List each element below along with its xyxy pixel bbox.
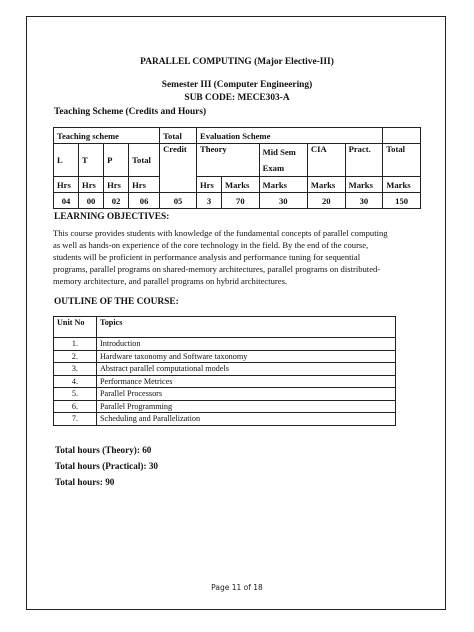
paragraph-line: as well as hands-on experience of the core technology in the field. By the end of the course, [53,239,369,250]
table-cell: 06 [129,193,160,209]
table-cell [259,144,307,177]
table-cell: 00 [79,193,104,209]
outline-heading: OUTLINE OF THE COURSE: [54,297,179,307]
table-cell: CIA [307,144,345,177]
table-cell: Hrs [196,177,221,193]
outline-table [53,316,396,426]
topic-cell: Parallel Programming [97,400,396,413]
paragraph-line: memory architecture, and parallel programs on hybrid architectures. [53,275,288,286]
table-cell: 70 [222,193,260,209]
table-cell: 30 [259,193,307,209]
unit-cell: 4. [54,375,97,388]
table-cell: 02 [104,193,129,209]
table-header-row [54,317,396,338]
table-cell: Credit [160,144,197,193]
table-row [54,400,396,413]
table-cell: Marks [307,177,345,193]
table-cell: 150 [383,193,421,209]
page-current: 11 [231,583,242,592]
table-row [54,144,421,177]
table-cell: Marks [259,177,307,193]
unit-cell: 2. [54,350,97,363]
unit-cell: 1. [54,338,97,351]
semester-line: Semester III (Computer Engineering) [161,80,313,90]
table-row [54,193,421,209]
table-cell: Marks [383,177,421,193]
teaching-scheme-table [53,127,421,209]
topic-cell: Abstract parallel computational models [97,363,396,376]
table-cell: P [104,144,129,177]
table-cell: 30 [345,193,383,209]
paragraph-line: programs, parallel programs on shared-memory architectures, parallel programs on distributed- [53,263,381,274]
page-prefix: Page [211,583,232,592]
page-of: of [241,583,254,592]
table-row [54,128,421,144]
table-cell: Theory [196,144,259,177]
objectives-heading: LEARNING OBJECTIVES: [54,212,170,222]
exam-label: Exam [262,163,285,173]
table-cell: Total [160,128,197,144]
paragraph-line: students will be proficient in performance analysis and performance tuning for sequential [53,251,361,262]
table-row [54,375,396,388]
table-row [54,350,396,363]
table-cell [383,128,421,144]
unit-cell: 6. [54,400,97,413]
unit-cell: 3. [54,363,97,376]
table-row [54,388,396,401]
paragraph-line: This course provides students with knowledge of the fundamental concepts of parallel computing [53,228,388,238]
table-row [54,363,396,376]
topic-cell: Introduction [97,338,396,351]
table-row [54,413,396,426]
header-cell: Topics [97,317,396,338]
topic-cell: Hardware taxonomy and Software taxonomy [97,350,396,363]
table-cell: Hrs [129,177,160,193]
table-cell: Evaluation Scheme [196,128,382,144]
table-cell: L [54,144,79,177]
sub-code: SUB CODE: MECE303-A [184,93,290,103]
page-border [26,16,446,610]
topic-cell: Scheduling and Parallelization [97,413,396,426]
table-cell: Teaching scheme [54,128,160,144]
table-cell: Hrs [104,177,129,193]
table-cell: 05 [160,193,197,209]
page-number [0,583,474,592]
table-cell: 3 [196,193,221,209]
table-cell: Hrs [54,177,79,193]
unit-cell: 7. [54,413,97,426]
hours-total: Total hours: 90 [55,477,115,487]
table-cell: Hrs [79,177,104,193]
topic-cell: Parallel Processors [97,388,396,401]
topic-cell: Performance Metrices [97,375,396,388]
table-row [54,338,396,351]
teaching-scheme-heading: Teaching Scheme (Credits and Hours) [54,107,207,117]
page-total: 18 [253,583,263,592]
course-title: PARALLEL COMPUTING (Major Elective-III) [140,57,334,67]
hours-theory: Total hours (Theory): 60 [55,445,152,455]
table-cell: 04 [54,193,79,209]
table-cell: Pract. [345,144,383,177]
table-cell: Total [383,144,421,177]
unit-cell: 5. [54,388,97,401]
header-cell: Unit No [54,317,97,338]
table-cell: Marks [222,177,260,193]
table-cell: Total [129,144,160,177]
table-cell: T [79,144,104,177]
table-row [54,177,421,193]
table-cell: Marks [345,177,383,193]
mid-sem-label: Mid Sem [262,147,296,157]
objectives-paragraph [53,228,421,288]
hours-practical: Total hours (Practical): 30 [55,461,159,471]
table-cell: 20 [307,193,345,209]
